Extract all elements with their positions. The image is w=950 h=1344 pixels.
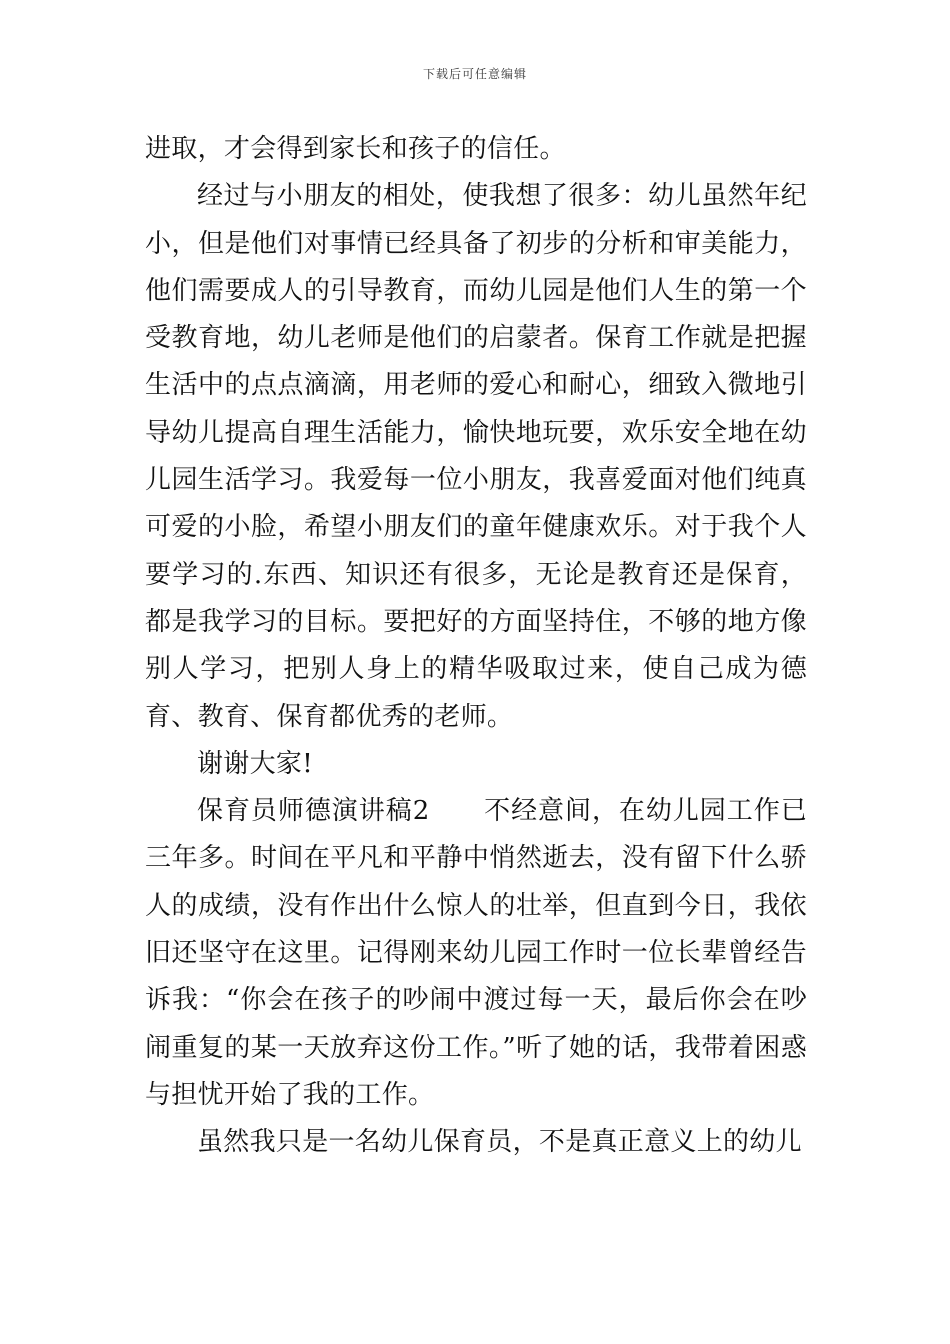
- paragraph-5: 虽然我只是一名幼儿保育员，不是真正意义上的幼儿: [197, 1127, 802, 1158]
- paragraph-2: 经过与小朋友的相处，使我想了很多：幼儿虽然年纪小，但是他们对事情已经具备了初步的分析和审美能力，他们需要成人的引导教育，而幼儿园是他们人生的第一个受教育地，幼儿老师是他们的启蒙者。保育工作就是把握生活中的点点滴滴，用老师的爱心和耐心，细致入微地引导幼儿提高自理生活能力，愉快地玩要，欢乐安全地在幼儿园生活学习。我爱每一位小朋友，我喜爱面对他们纯真可爱的小脸，希望小朋友们的童年健康欢乐。对于我个人要学习的.东西、知识还有很多，无论是教育还是保育，都是我学习的目标。要把好的方面坚持住，不够的地方像别人学习，把别人身上的精华吸取过来，使自己成为德育、教育、保育都优秀的老师。: [145, 181, 807, 732]
- paragraph-4: 保育员师德演讲稿2 不经意间，在幼儿园工作已三年多。时间在平凡和平静中悄然逝去，没有留下什么骄人的成绩，没有作出什么惊人的壮举，但直到今日，我依旧还坚守在这里。记得刚来幼儿园工作时一位长辈曾经告诉我：“你会在孩子的吵闹中渡过每一天，最后你会在吵闹重复的某一天放弃这份工作。”听了她的话，我带着困惑与担忧开始了我的工作。: [145, 796, 807, 1110]
- paragraph-1: 进取，才会得到家长和孩子的信任。: [145, 134, 566, 164]
- document-body: [145, 126, 807, 1167]
- page-header: 下载后可任意编辑: [422, 67, 527, 81]
- paragraph-3: 谢谢大家!: [197, 748, 313, 779]
